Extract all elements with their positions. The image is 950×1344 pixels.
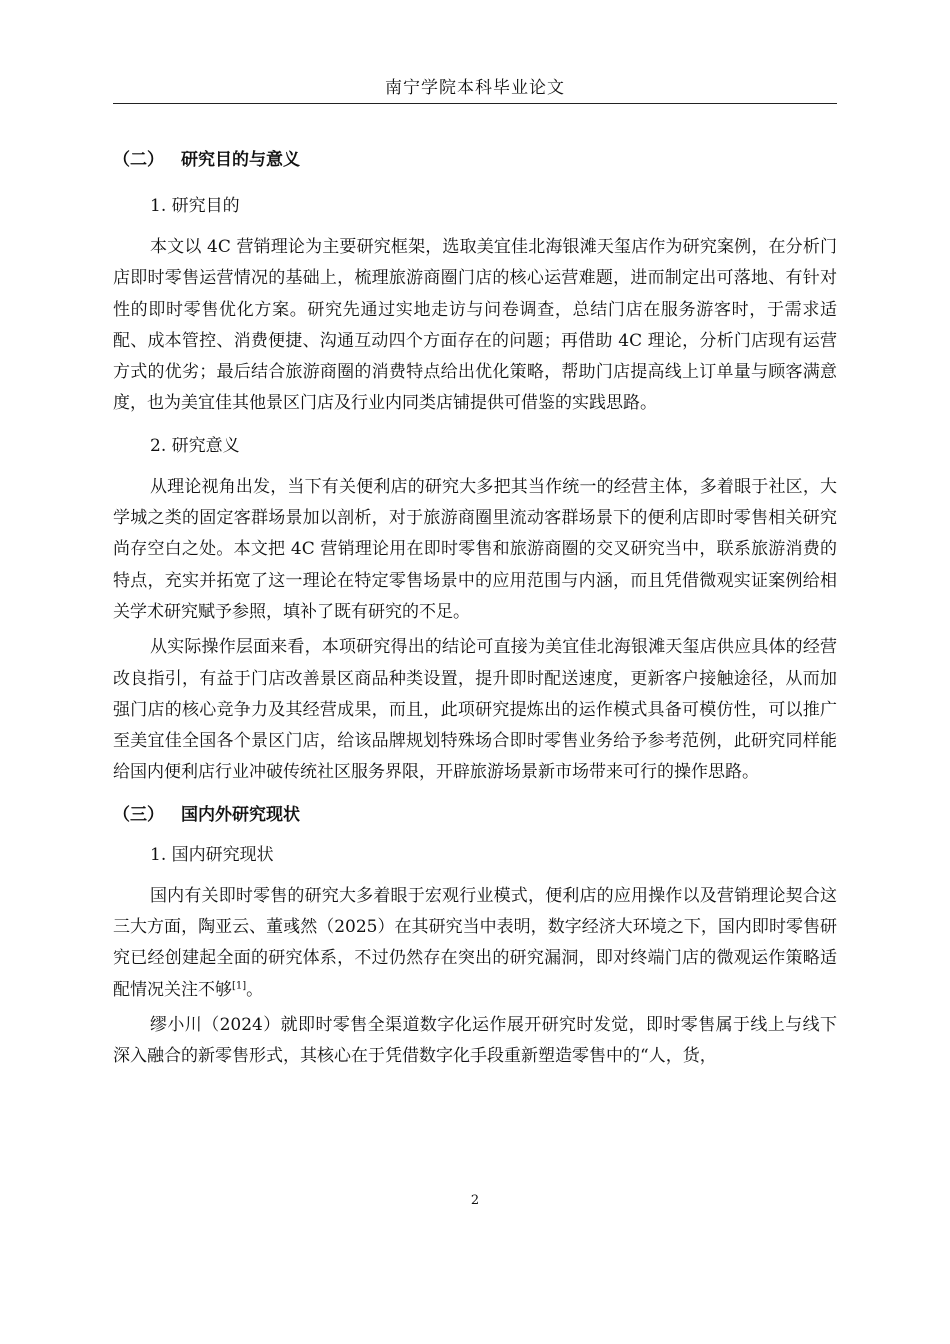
section-heading-2: [113, 146, 837, 174]
subsection-heading-domestic-research: 1. 国内研究现状: [150, 844, 274, 865]
page-number: 2: [470, 1193, 480, 1208]
running-header: 南宁学院本科毕业论文: [385, 78, 565, 98]
paragraph-research-purpose: 本文以 4C 营销理论为主要研究框架，选取美宜佳北海银滩天玺店作为研究案例，在分析门店即时零售运营情况的基础上，梳理旅游商圈门店的核心运营难题，进而制定出可落地、有针对性的即时零售优化方案。研究先通过实地走访与问卷调查，总结门店在服务游客时，于需求适配、成本管控、消费便捷、沟通互动四个方面存在的问题；再借助 4C 理论，分析门店现有运营方式的优劣；最后结合旅游商圈的消费特点给出优化策略，帮助门店提高线上订单量与顾客满意度，也为美宜佳其他景区门店及行业内同类店铺提供可借鉴的实践思路。: [113, 237, 837, 414]
paragraph-theoretical-significance: 从理论视角出发，当下有关便利店的研究大多把其当作统一的经营主体，多着眼于社区，大学城之类的固定客群场景加以剖析，对于旅游商圈里流动客群场景下的便利店即时零售相关研究尚存空白之处。本文把 4C 营销理论用在即时零售和旅游商圈的交叉研究当中，联系旅游消费的特点，充实并拓宽了这一理论在特定零售场景中的应用范围与内涵，而且凭借微观实证案例给相关学术研究赋予参照，填补了既有研究的不足。: [113, 476, 837, 622]
section-number: （二）: [113, 150, 164, 170]
paragraph-end-punctuation: 。: [246, 979, 264, 1000]
header-rule: [113, 103, 837, 104]
section-title: 研究目的与意义: [181, 150, 300, 170]
paragraph-text: 国内有关即时零售的研究大多着眼于宏观行业模式，便利店的应用操作以及营销理论契合这三大方面，陶亚云、董彧然（2025）在其研究当中表明，数字经济大环境之下，国内即时零售研究已经创建起全面的研究体系，不过仍然存在突出的研究漏洞，即对终端门店的微观运作策略适配情况关注不够: [113, 885, 837, 1000]
section-number: （三）: [113, 804, 164, 825]
section-title: 国内外研究现状: [181, 804, 300, 825]
subsection-heading-research-significance: 2. 研究意义: [150, 435, 240, 456]
citation-reference[interactable]: [1]: [232, 979, 247, 991]
page-content: [113, 146, 837, 1073]
section-heading-3: [113, 801, 837, 829]
paragraph-practical-significance: 从实际操作层面来看，本项研究得出的结论可直接为美宜佳北海银滩天玺店供应具体的经营改良指引，有益于门店改善景区商品种类设置，提升即时配送速度，更新客户接触途径，从而加强门店的核心竞争力及其经营成果，而且，此项研究提炼出的运作模式具备可模仿性，可以推广至美宜佳全国各个景区门店，给该品牌规划特殊场合即时零售业务给予参考范例，此研究同样能给国内便利店行业冲破传统社区服务界限，开辟旅游场景新市场带来可行的操作思路。: [113, 637, 837, 783]
paragraph-domestic-research-1: [113, 881, 837, 1006]
subsection-heading-research-purpose: 1. 研究目的: [150, 196, 240, 216]
paragraph-domestic-research-2: 缪小川（2024）就即时零售全渠道数字化运作展开研究时发觉，即时零售属于线上与线下深入融合的新零售形式，其核心在于凭借数字化手段重新塑造零售中的“人，货，: [113, 1014, 837, 1067]
